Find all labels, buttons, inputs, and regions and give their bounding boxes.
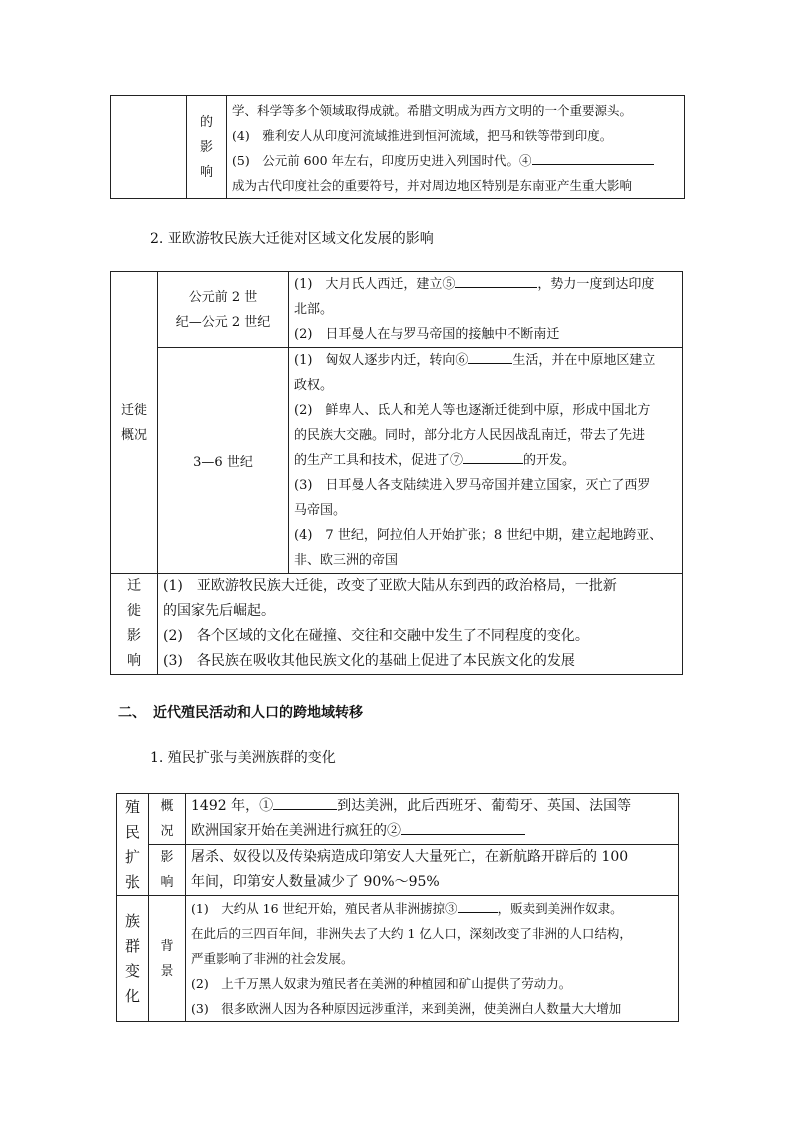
text-line: 政权。: [294, 378, 334, 393]
table-continuation: [110, 95, 685, 199]
label-char: 响: [160, 875, 174, 890]
label-char: 殖: [124, 797, 140, 816]
text-fragment: 生活，并在中原地区建立: [512, 353, 656, 368]
content-cell: [227, 96, 685, 199]
empty-cell: [111, 96, 187, 199]
text-line: 屠杀、奴役以及传染病造成印第安人大量死亡，在新航路开辟后的 100: [191, 849, 629, 865]
text-line: (2) 上千万黑人奴隶为殖民者在美洲的种植园和矿山提供了劳动力。: [191, 976, 572, 991]
text-fragment: (1) 大约从 16 世纪开始，殖民者从非洲掳掠③: [191, 901, 458, 916]
text-line: 成为古代印度社会的重要符号，并对周边地区特别是东南亚产生重大影响: [232, 178, 633, 193]
text-line: 非、欧三洲的帝国: [294, 553, 399, 568]
label-char: 迁: [127, 578, 141, 594]
row-label-impact: [187, 96, 227, 199]
fill-blank-4[interactable]: [532, 149, 654, 165]
label-char: 族: [124, 911, 140, 930]
text-fragment: ，贩卖到美洲作奴隶。: [497, 901, 623, 916]
period2-content: [289, 348, 683, 574]
text-line: (4) 雅利安人从印度河流域推进到恒河流域，把马和铁等带到印度。: [232, 128, 613, 143]
text-line: (4) 7 世纪，阿拉伯人开始扩张；8 世纪中期，建立起地跨亚、: [294, 528, 663, 543]
text-fragment: ，势力一度到达印度: [537, 277, 655, 292]
text-line: 马帝国。: [294, 503, 347, 518]
text-fragment: 的开发。: [523, 453, 576, 468]
text-line: (2) 鲜卑人、氐人和羌人等也逐渐迁徙到中原，形成中国北方: [294, 403, 651, 418]
text-line: 北部。: [294, 302, 334, 317]
section-heading-2: 二、 近代殖民活动和人口的跨地域转移: [118, 705, 363, 721]
label-char: 变: [124, 961, 140, 980]
label-char: 景: [160, 963, 174, 979]
sub-label-background: [149, 896, 186, 1022]
text-line: [294, 272, 677, 297]
text-fragment: (1) 匈奴人逐步内迁，转向⑥: [294, 353, 469, 368]
text-line: [294, 348, 677, 373]
label-char: 概: [160, 799, 174, 814]
section-heading-1-2: 2. 亚欧游牧民族大迁徙对区域文化发展的影响: [150, 231, 434, 247]
migration-impact-content: [158, 574, 683, 675]
text-line: (1) 亚欧游牧民族大迁徙，改变了亚欧大陆从东到西的政治格局，一批新: [163, 578, 617, 594]
row-label-ethnic-change: [117, 896, 149, 1022]
text-line: (3) 日耳曼人各支陆续进入罗马帝国并建立国家，灭亡了西罗: [294, 478, 651, 493]
label-char: 背: [160, 938, 174, 954]
background-content: [186, 896, 679, 1022]
label-char: 影: [127, 628, 141, 644]
text-line: (2) 各个区域的文化在碰撞、交往和交融中发生了不同程度的变化。: [163, 628, 589, 644]
label-char: 化: [124, 986, 140, 1005]
label-char: 张: [124, 872, 140, 891]
text-line: (3) 各民族在吸收其他民族文化的基础上促进了本民族文化的发展: [163, 653, 575, 669]
text-fragment: 欧洲国家开始在美洲进行疯狂的②: [191, 823, 401, 839]
label-char: 况: [160, 824, 174, 839]
fill-blank-2[interactable]: [401, 819, 525, 835]
row-label-expansion: [117, 794, 149, 896]
period-line: 纪—公元 2 世纪: [175, 314, 271, 330]
period-cell-2: 3—6 世纪: [158, 348, 289, 574]
text-line: [191, 794, 673, 819]
text-line: 学、科学等多个领域取得成就。希腊文明成为西方文明的一个重要源头。: [232, 103, 633, 118]
label-char: 的: [199, 114, 213, 130]
label-line: 概况: [120, 427, 147, 443]
sub-label-impact: [149, 845, 186, 896]
label-char: 响: [199, 164, 213, 180]
text-line: 的国家先后崛起。: [163, 603, 275, 619]
text-line: (3) 很多欧洲人因为各种原因远涉重洋，来到美洲，使美洲白人数量大大增加: [191, 1001, 622, 1016]
text-line: 年间，印第安人数量减少了 90%～95%: [191, 874, 440, 890]
table-migration: [110, 271, 683, 675]
label-char: 影: [199, 139, 213, 155]
text-line: [294, 448, 677, 473]
text-line: [232, 148, 679, 173]
label-char: 响: [127, 653, 141, 669]
text-line: [191, 819, 673, 844]
fill-blank-1[interactable]: [273, 794, 337, 810]
fill-blank-7[interactable]: [463, 448, 523, 464]
sub-label-overview: [149, 794, 186, 845]
fill-blank-6[interactable]: [468, 348, 512, 364]
text-line: 严重影响了非洲的社会发展。: [191, 951, 354, 966]
label-char: 徙: [127, 603, 141, 619]
impact-content: [186, 845, 679, 896]
text-fragment: 到达美洲，此后西班牙、葡萄牙、英国、法国等: [337, 798, 632, 814]
label-char: 影: [160, 850, 174, 865]
label-char: 民: [124, 822, 140, 841]
label-line: 迁徙: [120, 402, 147, 418]
period-cell-1: [158, 272, 289, 348]
text-fragment: (5) 公元前 600 年左右，印度历史进入列国时代。④: [232, 153, 532, 168]
fill-blank-5[interactable]: [455, 272, 537, 288]
overview-content: [186, 794, 679, 845]
text-fragment: 1492 年，①: [191, 798, 274, 814]
text-line: (2) 日耳曼人在与罗马帝国的接触中不断南迁: [294, 327, 560, 342]
section-heading-2-1: 1. 殖民扩张与美洲族群的变化: [150, 750, 336, 766]
table-colonial: [116, 793, 679, 1022]
label-char: 扩: [124, 847, 140, 866]
text-fragment: 的生产工具和技术，促进了⑦: [294, 453, 464, 468]
text-line: [191, 896, 673, 921]
text-line: 的民族大交融。同时，部分北方人民因战乱南迁，带去了先进: [294, 428, 646, 443]
row-label-migration-impact: [111, 574, 158, 675]
text-fragment: (1) 大月氏人西迁，建立⑤: [294, 277, 456, 292]
row-label-overview: [111, 272, 158, 574]
period1-content: [289, 272, 683, 348]
period-line: 公元前 2 世: [188, 289, 258, 305]
text-line: 在此后的三四百年间，非洲失去了大约 1 亿人口，深刻改变了非洲的人口结构，: [191, 926, 632, 941]
fill-blank-3[interactable]: [458, 897, 498, 913]
label-char: 群: [124, 936, 140, 955]
